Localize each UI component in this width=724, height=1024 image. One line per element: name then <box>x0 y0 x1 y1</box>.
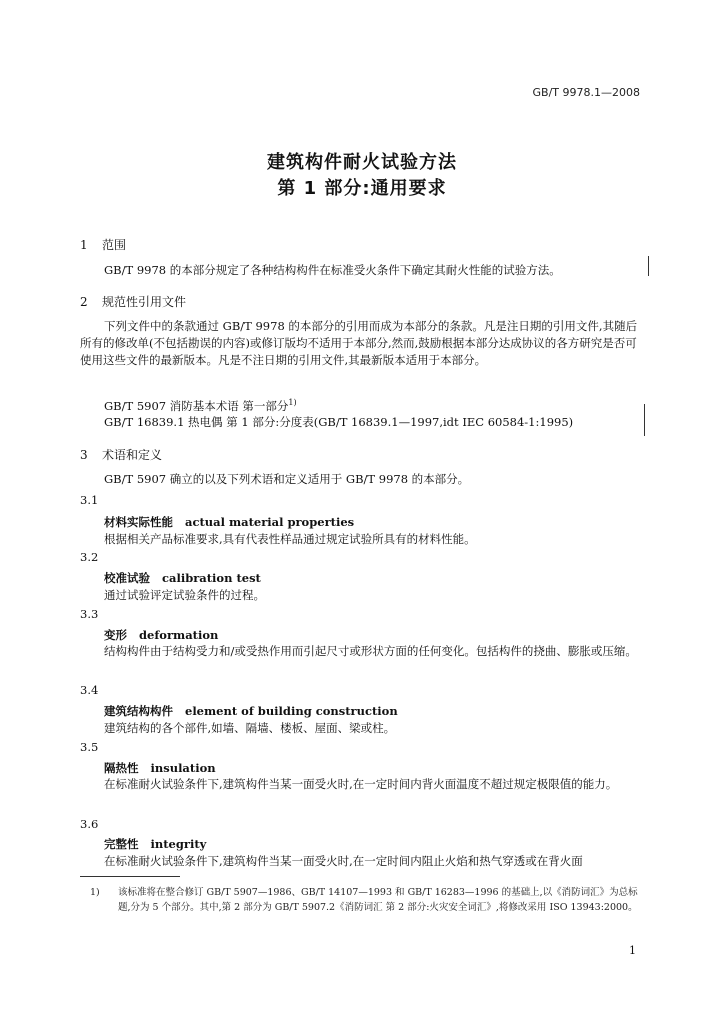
change-bar <box>648 256 649 276</box>
section-number: 3 <box>80 448 88 462</box>
term-cn: 建筑结构构件 <box>104 704 173 718</box>
standard-number: GB/T 9978.1—2008 <box>532 86 640 99</box>
section-number: 1 <box>80 238 88 252</box>
change-bar <box>644 404 645 436</box>
term-number: 3.2 <box>80 550 99 564</box>
term-heading <box>104 570 261 586</box>
term-heading <box>104 836 206 852</box>
footnote-ref: 1) <box>288 398 297 407</box>
page-number: 1 <box>629 944 636 957</box>
term-definition: 根据相关产品标准要求,具有代表性样品通过规定试验所具有的材料性能。 <box>104 532 476 546</box>
section-2-heading <box>80 293 186 310</box>
term-heading <box>104 703 398 719</box>
term-cn: 隔热性 <box>104 761 139 775</box>
term-definition: 建筑结构的各个部件,如墙、隔墙、楼板、屋面、梁或柱。 <box>104 721 396 735</box>
term-en: integrity <box>150 837 207 851</box>
term-heading <box>104 760 216 776</box>
section-1-text: GB/T 9978 的本部分规定了各种结构构件在标准受火条件下确定其耐火性能的试验方法。 <box>104 263 561 277</box>
section-title: 规范性引用文件 <box>102 295 187 309</box>
term-en: deformation <box>139 628 219 642</box>
term-definition: 结构构件由于结构受力和/或受热作用而引起尺寸或形状方面的任何变化。包括构件的挠曲、膨胀或压缩。 <box>104 644 637 658</box>
term-en: element of building construction <box>185 704 398 718</box>
term-cn: 完整性 <box>104 837 139 851</box>
term-heading <box>104 514 354 530</box>
term-en: insulation <box>150 761 216 775</box>
reference-gbt16839: GB/T 16839.1 热电偶 第 1 部分:分度表(GB/T 16839.1—1997,idt IEC 60584-1:1995) <box>104 415 574 429</box>
term-definition: 通过试验评定试验条件的过程。 <box>104 588 265 602</box>
footnote-rule <box>80 876 180 877</box>
term-definition: 在标准耐火试验条件下,建筑构件当某一面受火时,在一定时间内阻止火焰和热气穿透或在背火面 <box>104 854 583 868</box>
section-number: 2 <box>80 295 88 309</box>
term-heading <box>104 627 218 643</box>
term-cn: 变形 <box>104 628 127 642</box>
section-2-text: 下列文件中的条款通过 GB/T 9978 的本部分的引用而成为本部分的条款。凡是注日期的引用文件,其随后所有的修改单(不包括勘误的内容)或修订版均不适用于本部分,然而,鼓励根据本部分达成协议的各方研究是否可使用这些文件的最新版本。凡是不注日期的引用文件,其最新版本适用于本部分。 <box>80 319 638 367</box>
section-title: 术语和定义 <box>102 448 163 462</box>
section-3-intro: GB/T 5907 确立的以及下列术语和定义适用于 GB/T 9978 的本部分。 <box>104 472 470 486</box>
reference-text: GB/T 5907 消防基本术语 第一部分 <box>104 398 289 413</box>
term-number: 3.3 <box>80 607 99 621</box>
term-cn: 材料实际性能 <box>104 515 173 529</box>
reference-gbt5907 <box>104 394 297 415</box>
document-title-line1: 建筑构件耐火试验方法 <box>267 152 457 173</box>
footnote-mark: 1) <box>90 887 100 898</box>
term-en: actual material properties <box>185 515 355 529</box>
term-cn: 校准试验 <box>104 571 150 585</box>
term-definition: 在标准耐火试验条件下,建筑构件当某一面受火时,在一定时间内背火面温度不超过规定极限值的能力。 <box>104 777 618 791</box>
term-number: 3.5 <box>80 740 99 754</box>
term-en: calibration test <box>162 571 261 585</box>
document-title-line2: 第 1 部分:通用要求 <box>277 178 447 199</box>
term-number: 3.1 <box>80 493 99 507</box>
term-number: 3.4 <box>80 683 99 697</box>
section-title: 范围 <box>102 238 127 252</box>
section-1-heading <box>80 236 126 253</box>
footnote-text: 该标准将在整合修订 GB/T 5907—1986、GB/T 14107—1993 和 GB/T 16283—1996 的基础上,以《消防词汇》为总标题,分为 5 个部分。其中,第 2 部分为 GB/T 5907.2《消防词汇 第 2 部分:火灾安全词汇》,将修改采用 ISO 13943:2000。 <box>118 887 638 913</box>
term-number: 3.6 <box>80 817 99 831</box>
section-3-heading <box>80 446 162 463</box>
